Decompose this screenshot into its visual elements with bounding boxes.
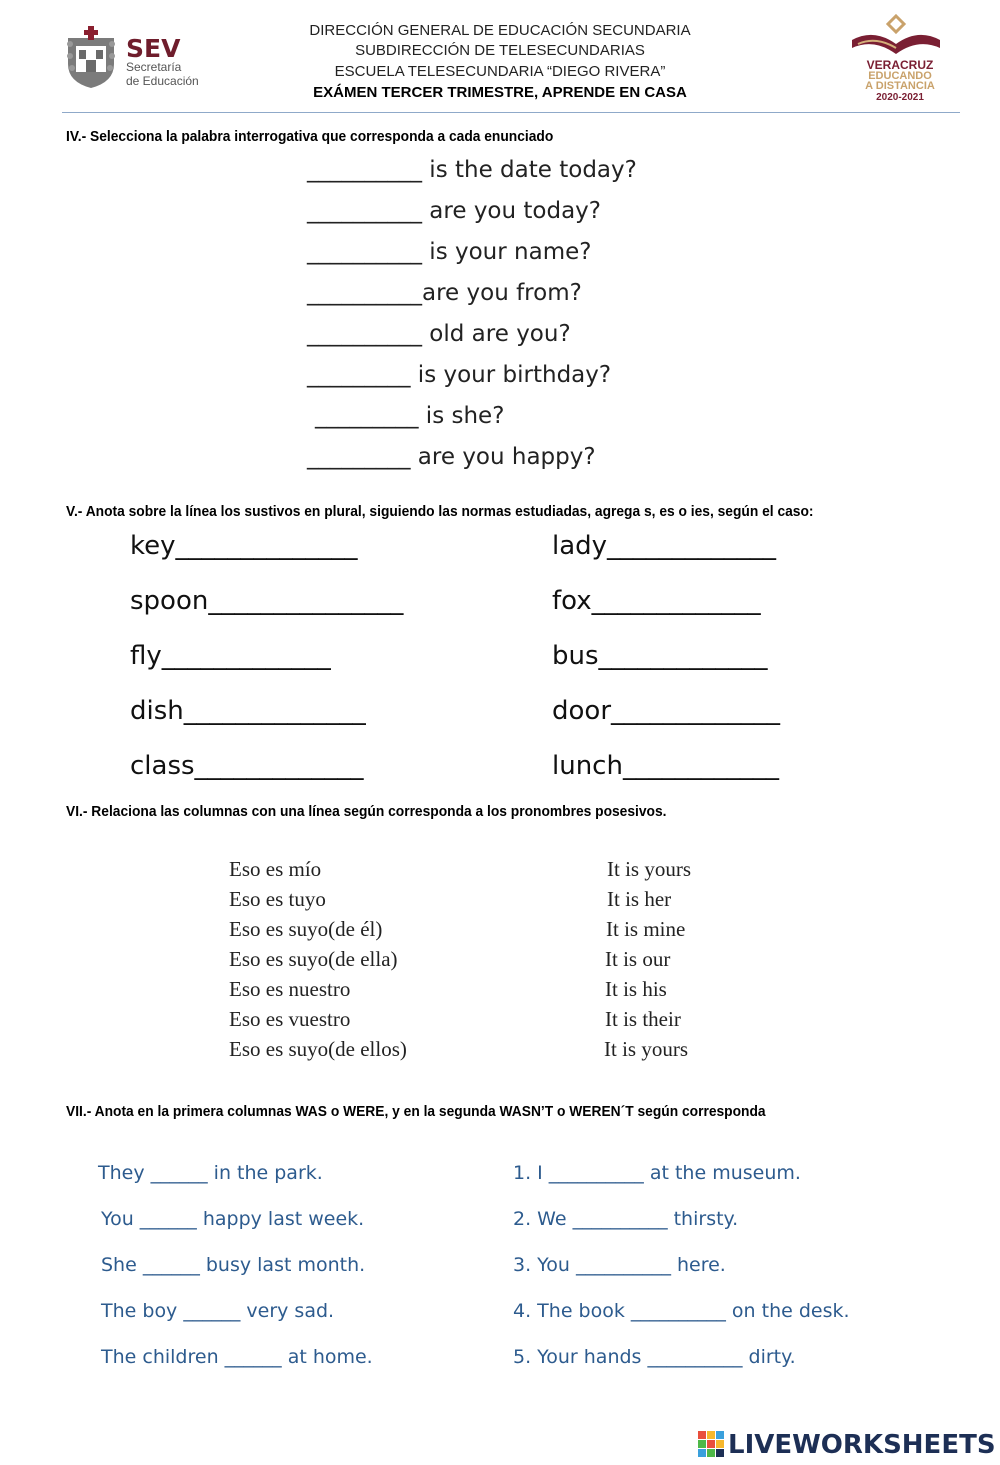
section-7-title: VII.- Anota en la primera columnas WAS o WERE, y en la segunda WASN’T o WEREN´T según corresponda [66,1103,766,1120]
plural-item: bus_____________ [552,641,768,671]
section-4-title: IV.- Selecciona la palabra interrogativa que corresponda a cada enunciado [66,128,554,145]
plural-item: spoon_______________ [130,586,404,616]
wasnt-werent-item: 2. We __________ thirsty. [513,1208,739,1230]
question-item: __________ is the date today? [307,157,637,183]
section-6-title: VI.- Relaciona las columnas con una línea según corresponda a los pronombres posesivos. [66,803,667,820]
english-phrase: It is their [605,1007,681,1031]
plural-item: fly_____________ [130,641,331,671]
header-line-1: DIRECCIÓN GENERAL DE EDUCACIÓN SECUNDARIA [309,22,691,39]
question-item: __________ is your name? [307,239,592,265]
header-line-4: EXÁMEN TERCER TRIMESTRE, APRENDE EN CASA [313,84,687,101]
spanish-phrase: Eso es tuyo [229,887,326,911]
header-divider [62,112,960,113]
plural-item: door_____________ [552,696,781,726]
sev-subtitle-1: Secretaría [126,60,182,74]
question-item: _________ is she? [315,403,505,429]
veracruz-line-1: VERACRUZ [866,58,934,72]
spanish-phrase: Eso es vuestro [229,1007,351,1031]
was-were-item: The boy ______ very sad. [101,1300,335,1322]
liveworksheets-brand: LIVEWORKSHEETS [728,1430,996,1460]
wasnt-werent-item: 5. Your hands __________ dirty. [513,1346,796,1368]
question-item: __________ old are you? [307,321,571,347]
was-were-item: The children ______ at home. [101,1346,373,1368]
spanish-phrase: Eso es nuestro [229,977,351,1001]
wasnt-werent-item: 4. The book __________ on the desk. [513,1300,850,1322]
plural-item: fox_____________ [552,586,761,616]
question-item: _________ is your birthday? [307,362,612,388]
was-were-item: You ______ happy last week. [101,1208,365,1230]
was-were-item: She ______ busy last month. [101,1254,366,1276]
spanish-phrase: Eso es suyo(de ellos) [229,1037,407,1061]
english-phrase: It is her [607,887,672,911]
spanish-phrase: Eso es mío [229,857,322,881]
wasnt-werent-item: 1. I __________ at the museum. [513,1162,801,1184]
section-5-title: V.- Anota sobre la línea los sustivos en plural, siguiendo las normas estudiadas, agrega s, es o ies, según el caso: [66,503,814,520]
sev-title: SEV [126,34,181,63]
plural-item: lady_____________ [552,531,777,561]
open-book-icon [848,14,944,60]
plural-item: lunch____________ [552,751,779,781]
english-phrase: It is our [605,947,671,971]
plural-item: key______________ [130,531,358,561]
spanish-phrase: Eso es suyo(de él) [229,917,383,941]
spanish-phrase: Eso es suyo(de ella) [229,947,398,971]
plural-item: dish______________ [130,696,366,726]
english-phrase: It is yours [604,1037,688,1061]
veracruz-line-2: EDUCANDO [868,70,932,82]
question-item: _________ are you happy? [307,444,596,470]
sev-subtitle-2: de Educación [126,74,199,88]
english-phrase: It is yours [607,857,691,881]
header-line-3: ESCUELA TELESECUNDARIA “DIEGO RIVERA” [334,63,666,80]
question-item: __________are you from? [307,280,582,306]
english-phrase: It is his [605,977,667,1001]
question-item: __________ are you today? [307,198,601,224]
english-phrase: It is mine [606,917,686,941]
liveworksheets-logo-icon [698,1431,724,1457]
veracruz-line-3: A DISTANCIA [865,80,935,92]
plural-item: class_____________ [130,751,364,781]
wasnt-werent-item: 3. You __________ here. [513,1254,726,1276]
was-were-item: They ______ in the park. [98,1162,323,1184]
header-line-2: SUBDIRECCIÓN DE TELESECUNDARIAS [355,42,645,59]
veracruz-line-4: 2020-2021 [876,92,924,103]
